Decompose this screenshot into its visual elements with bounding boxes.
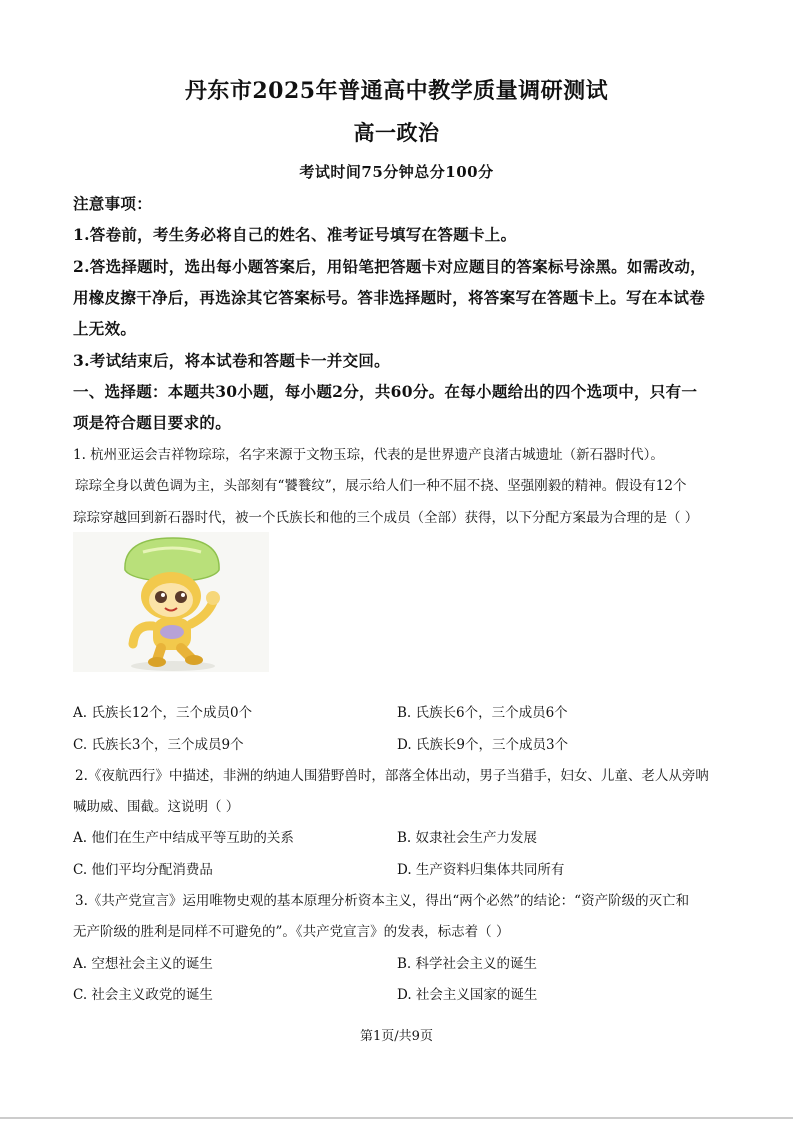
exam-subject: 高一政治 [353, 120, 440, 145]
exam-info: 考试时间75分钟总分100分 [299, 163, 494, 181]
question-3-option-c: C. 社会主义政党的诞生 [73, 987, 213, 1003]
question-3-text: 无产阶级的胜利是同样不可避免的”。《共产党宣言》的发表，标志着（ ） [73, 924, 510, 940]
mascot-image [73, 532, 269, 672]
question-2-text: 2.《夜航西行》中描述，非洲的纳迪人围猎野兽时，部落全体出动，男子当猎手，妇女、儿童、老人从旁呐 [75, 768, 709, 784]
question-1-option-d: D. 氏族长9个，三个成员3个 [397, 737, 569, 753]
question-1-text: 琮琮穿越回到新石器时代，被一个氏族长和他的三个成员（全部）获得，以下分配方案最为合理的是（ ） [73, 510, 699, 526]
section-heading: 项是符合题目要求的。 [73, 413, 232, 432]
question-3-text: 3.《共产党宣言》运用唯物史观的基本原理分析资本主义，得出“两个必然”的结论：“资产阶级的灭亡和 [75, 893, 690, 909]
question-1-text: 1. 杭州亚运会吉祥物琮琮，名字来源于文物玉琮，代表的是世界遗产良渚古城遗址（新石器时代）。 [73, 447, 664, 463]
question-1-text: 琮琮全身以黄色调为主，头部刻有“饕餮纹”，展示给人们一种不屈不挠、坚强刚毅的精神。假设有12个 [75, 478, 687, 494]
question-2-text: 喊助威、围截。这说明（ ） [73, 799, 240, 815]
question-3-option-a: A. 空想社会主义的诞生 [73, 956, 213, 972]
question-1-option-a: A. 氏族长12个，三个成员0个 [73, 705, 253, 721]
notice-item: 用橡皮擦干净后，再选涂其它答案标号。答非选择题时，将答案写在答题卡上。写在本试卷 [73, 288, 706, 307]
question-1-option-c: C. 氏族长3个，三个成员9个 [73, 737, 244, 753]
section-heading: 一、选择题：本题共30小题，每小题2分，共60分。在每小题给出的四个选项中，只有一 [73, 382, 698, 401]
notice-item: 1.答卷前，考生务必将自己的姓名、准考证号填写在答题卡上。 [73, 225, 517, 244]
question-2-option-a: A. 他们在生产中结成平等互助的关系 [73, 830, 294, 846]
notice-item: 3.考试结束后，将本试卷和答题卡一并交回。 [73, 351, 390, 370]
question-3-option-b: B. 科学社会主义的诞生 [397, 956, 538, 972]
notice-heading: 注意事项： [73, 194, 153, 213]
notice-item: 2.答选择题时，选出每小题答案后，用铅笔把答题卡对应题目的答案标号涂黑。如需改动， [73, 257, 706, 276]
bottom-divider [0, 1117, 793, 1119]
question-1-option-b: B. 氏族长6个，三个成员6个 [397, 705, 568, 721]
question-2-option-b: B. 奴隶社会生产力发展 [397, 830, 538, 846]
exam-title: 丹东市2025年普通高中教学质量调研测试 [184, 78, 609, 104]
question-2-option-c: C. 他们平均分配消费品 [73, 862, 213, 878]
page-number: 第1页/共9页 [360, 1029, 433, 1044]
question-3-option-d: D. 社会主义国家的诞生 [397, 987, 538, 1003]
question-2-option-d: D. 生产资料归集体共同所有 [397, 862, 565, 878]
notice-item: 上无效。 [73, 319, 137, 338]
